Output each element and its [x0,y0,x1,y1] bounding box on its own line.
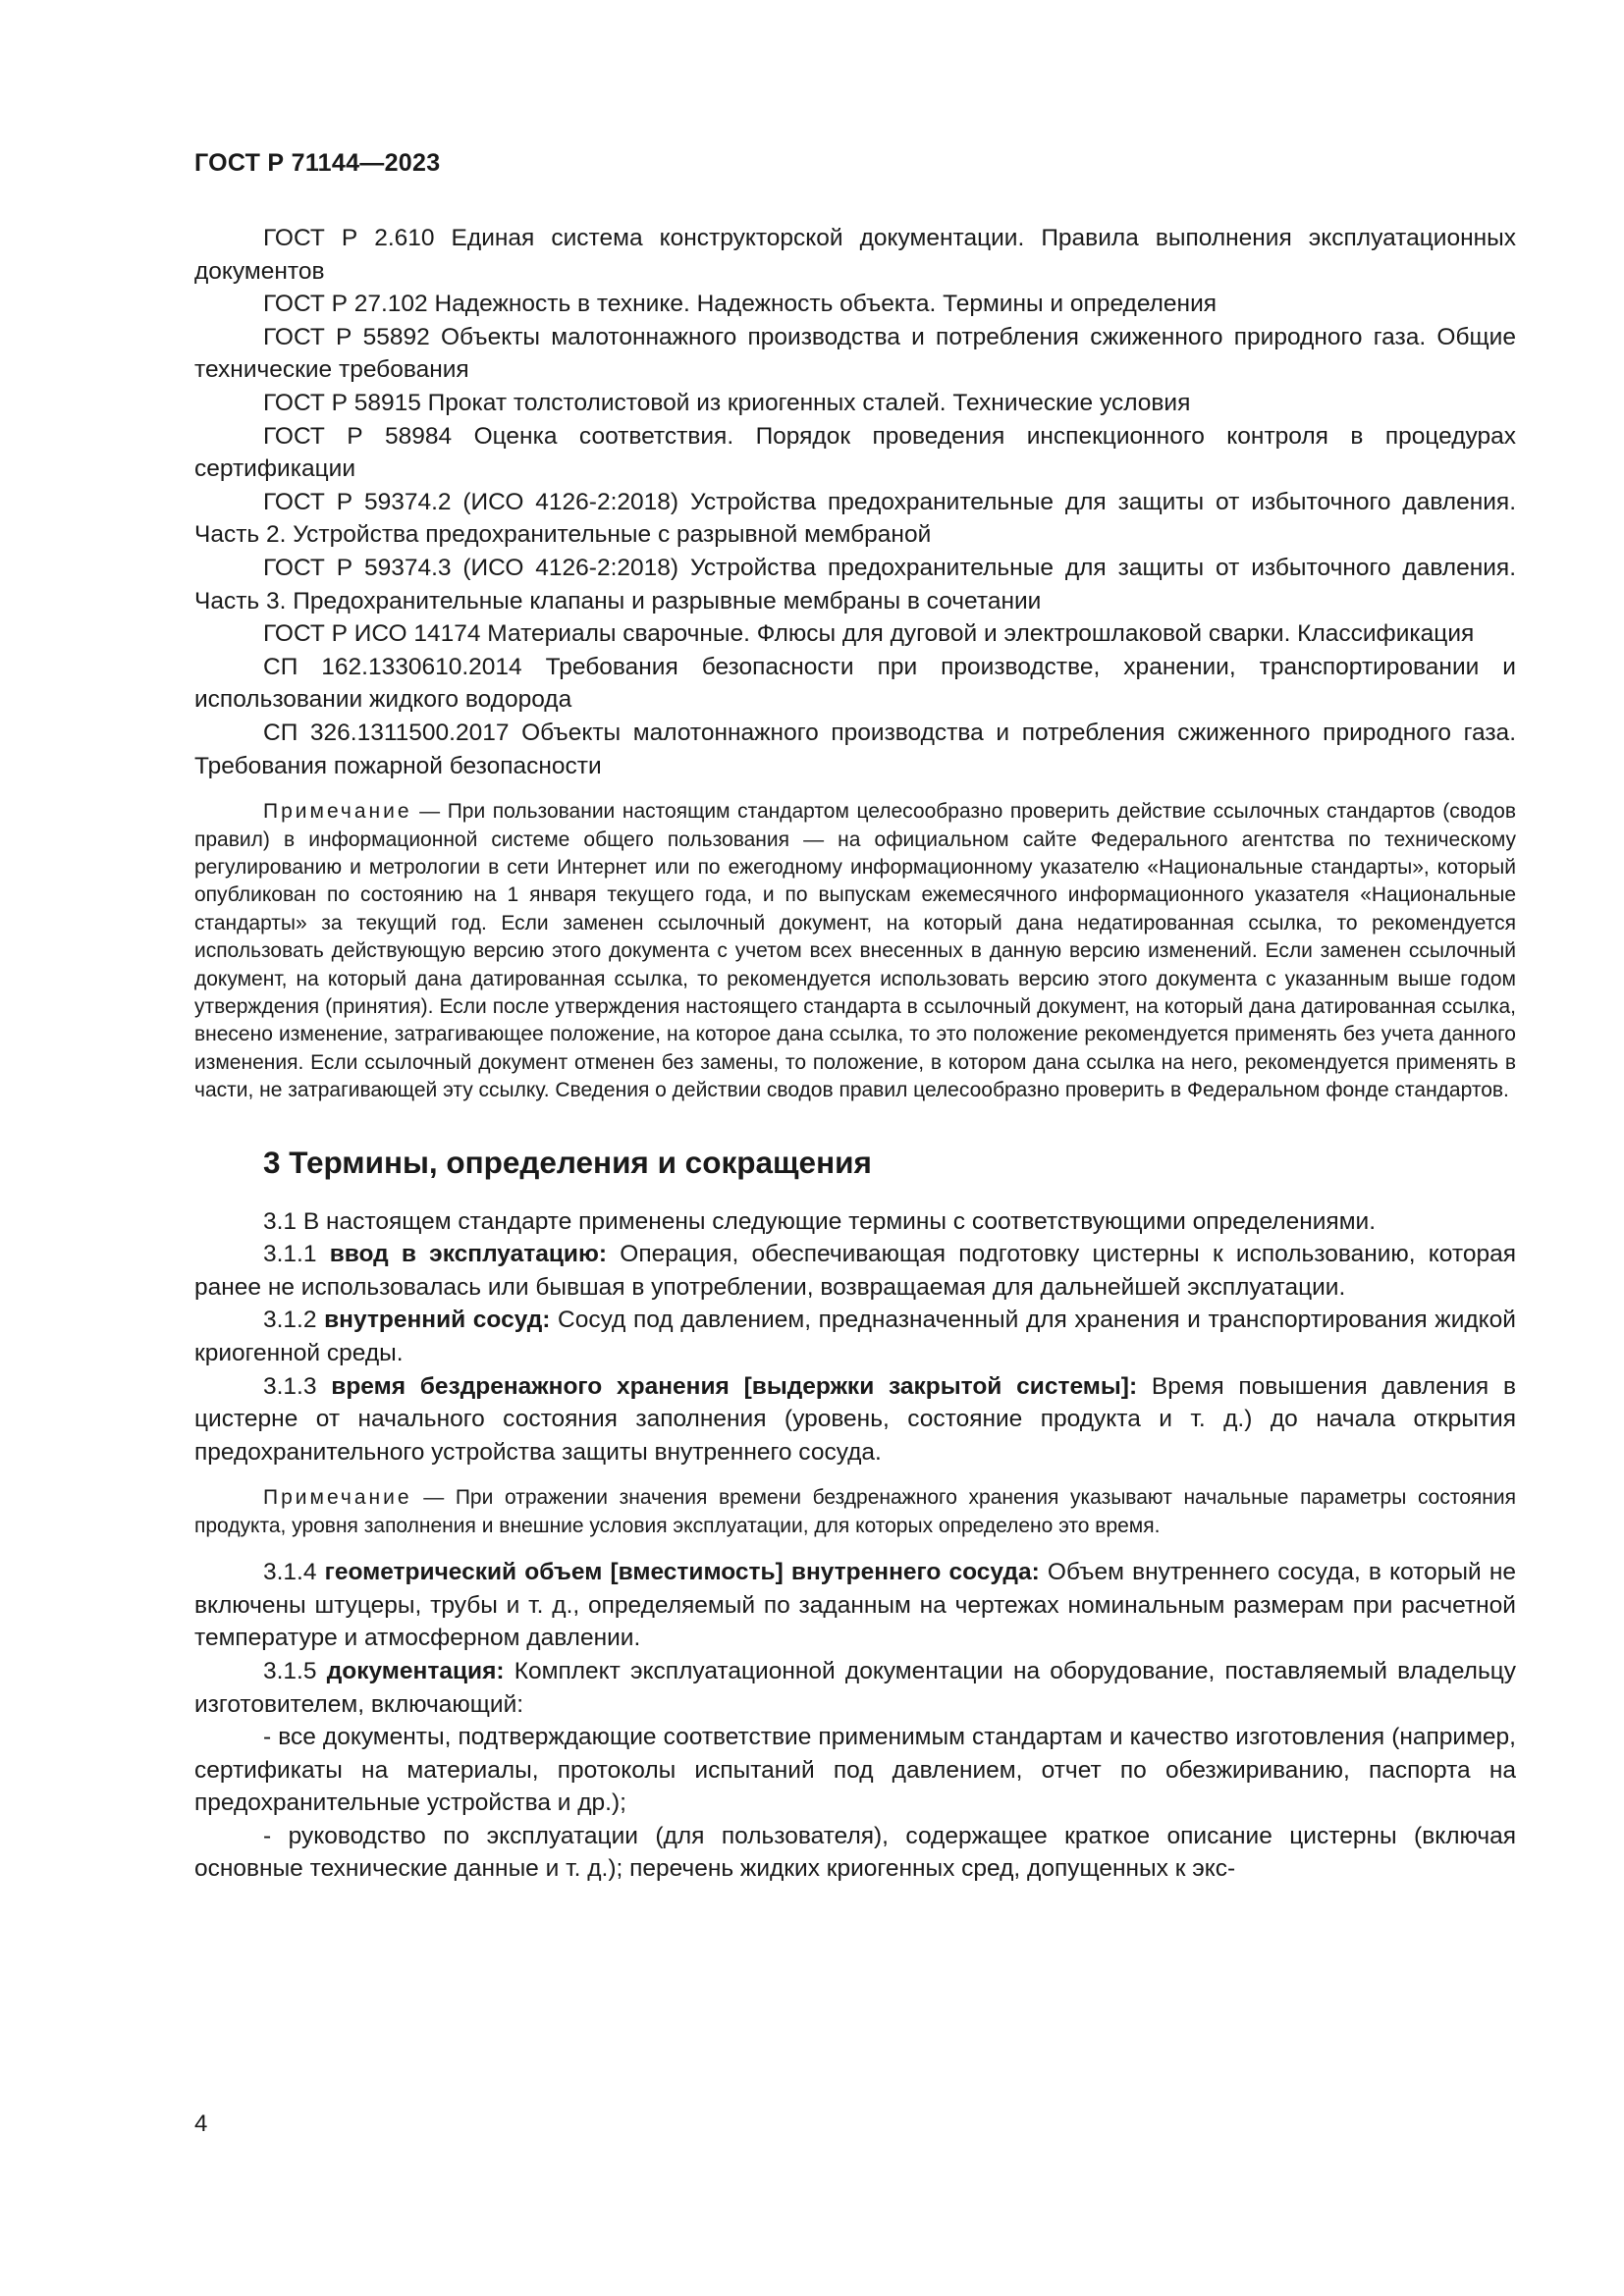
term-name: геометрический объем [вместимость] внутреннего сосуда: [324,1559,1040,1586]
term-3-1-3 [194,1370,1516,1469]
term-number: 3.1.3 [263,1372,332,1400]
note-label: Примечание [263,1486,412,1510]
reference-item: СП 326.1311500.2017 Объекты малотоннажного производства и потребления сжиженного природного газа. Требования пожарной безопасности [194,719,1516,779]
page-number: 4 [194,2110,208,2137]
term-definition: Операция, обеспечивающая подготовку цистерны к использованию, которая ранее не использовалась или бывшая в употреблении, возвращаемая для дальнейшей эксплуатации. [194,1241,1516,1301]
term-name: внутренний сосуд: [324,1307,551,1334]
list-item: - руководство по эксплуатации (для пользователя), содержащее краткое описание цистерны (включая основные технические данные и т. д.); перечень жидких криогенных сред, допущенных к экс- [194,1822,1516,1883]
term-number: 3.1.5 [263,1657,327,1684]
document-code-header: ГОСТ Р 71144—2023 [194,149,441,177]
term-number: 3.1.1 [263,1241,330,1268]
reference-item: ГОСТ Р 55892 Объекты малотоннажного производства и потребления сжиженного природного газа. Общие технические требования [194,323,1516,384]
term-number: 3.1.4 [263,1559,325,1586]
reference-item: ГОСТ Р 58984 Оценка соответствия. Порядок проведения инспекционного контроля в процедурах сертификации [194,422,1516,483]
term-definition: Сосуд под давлением, предназначенный для хранения и транспортирования жидкой криогенной среды. [194,1307,1516,1366]
term-name: документация: [326,1657,505,1684]
page-content [194,222,1516,1886]
term-name: ввод в эксплуатацию: [329,1241,608,1268]
term-3-1-1 [194,1238,1516,1304]
term-note [194,1484,1516,1540]
section-intro: 3.1 В настоящем стандарте применены следующие термины с соответствующими определениями. [263,1207,1377,1235]
reference-item: ГОСТ Р ИСО 14174 Материалы сварочные. Флюсы для дуговой и электрошлаковой сварки. Классификация [263,620,1475,648]
section-heading: 3 Термины, определения и сокращения [263,1144,872,1180]
term-definition: Комплект эксплуатационной документации на оборудование, поставляемый владельцу изготовителем, включающий: [194,1657,1516,1718]
normative-references-list [194,222,1516,782]
references-note [194,798,1516,1104]
reference-item: ГОСТ Р 58915 Прокат толстолистовой из криогенных сталей. Технические условия [263,389,1191,416]
term-3-1-4 [194,1556,1516,1655]
list-item: - все документы, подтверждающие соответствие применимым стандартам и качество изготовления (например, сертификаты на материалы, протоколы испытаний под давлением, отчет по обезжириванию, паспорта на предохранительные устройства и др.); [194,1724,1516,1817]
reference-item: СП 162.1330610.2014 Требования безопасности при производстве, хранении, транспортировании и использовании жидкого водорода [194,653,1516,714]
reference-item: ГОСТ Р 59374.3 (ИСО 4126-2:2018) Устройства предохранительные для защиты от избыточного давления. Часть 3. Предохранительные клапаны и разрывные мембраны в сочетании [194,554,1516,614]
term-number: 3.1.2 [263,1307,325,1334]
reference-item: ГОСТ Р 59374.2 (ИСО 4126-2:2018) Устройства предохранительные для защиты от избыточного давления. Часть 2. Устройства предохранительные с разрывной мембраной [194,488,1516,549]
note-label: Примечание [263,800,412,824]
term-3-1-5 [194,1655,1516,1721]
note-text: — При пользовании настоящим стандартом целесообразно проверить действие ссылочных стандартов (сводов правил) в информационной системе общего пользования — на официальном сайте Федерального агентства по техническому регулированию и метрологии в сети Интернет или по ежегодному информационному указателю «Национальные стандарты», который опубликован по состоянию на 1 января текущего года, и по выпускам ежемесячного информационного указателя «Национальные стандарты» за текущий год. Если заменен ссылочный документ, на который дана недатированная ссылка, то рекомендуется использовать действующую версию этого документа с учетом всех внесенных в данную версию изменений. Если заменен ссылочный документ, на который дана датированная ссылка, то рекомендуется использовать версию этого документа с указанным выше годом утверждения (принятия). Если после утверждения настоящего стандарта в ссылочный документ, на который дана датированная ссылка, внесено изменение, затрагивающее положение, на которое дана ссылка, то это положение рекомендуется применять без учета данного изменения. Если ссылочный документ отменен без замены, то положение, в котором дана ссылка на него, рекомендуется применять в части, не затрагивающей эту ссылку. Сведения о действии сводов правил целесообразно проверить в Федеральном фонде стандартов. [194,800,1516,1102]
term-name: время бездренажного хранения [выдержки закрытой системы]: [331,1372,1138,1400]
term-3-1-2 [194,1304,1516,1369]
term-definition: Объем внутреннего сосуда, в который не включены штуцеры, трубы и т. д., определяемый по заданным на чертежах номинальным размерам при расчетной температуре и атмосферном давлении. [194,1559,1516,1652]
note-text: — При отражении значения времени бездренажного хранения указывают начальные параметры состояния продукта, уровня заполнения и внешние условия эксплуатации, для которых определено это время. [194,1486,1516,1537]
reference-item: ГОСТ Р 2.610 Единая система конструкторской документации. Правила выполнения эксплуатационных документов [194,225,1516,285]
reference-item: ГОСТ Р 27.102 Надежность в технике. Надежность объекта. Термины и определения [263,291,1218,318]
term-definition: Время повышения давления в цистерне от начального состояния заполнения (уровень, состояние продукта и т. д.) до начала открытия предохранительного устройства защиты внутреннего сосуда. [194,1372,1516,1466]
